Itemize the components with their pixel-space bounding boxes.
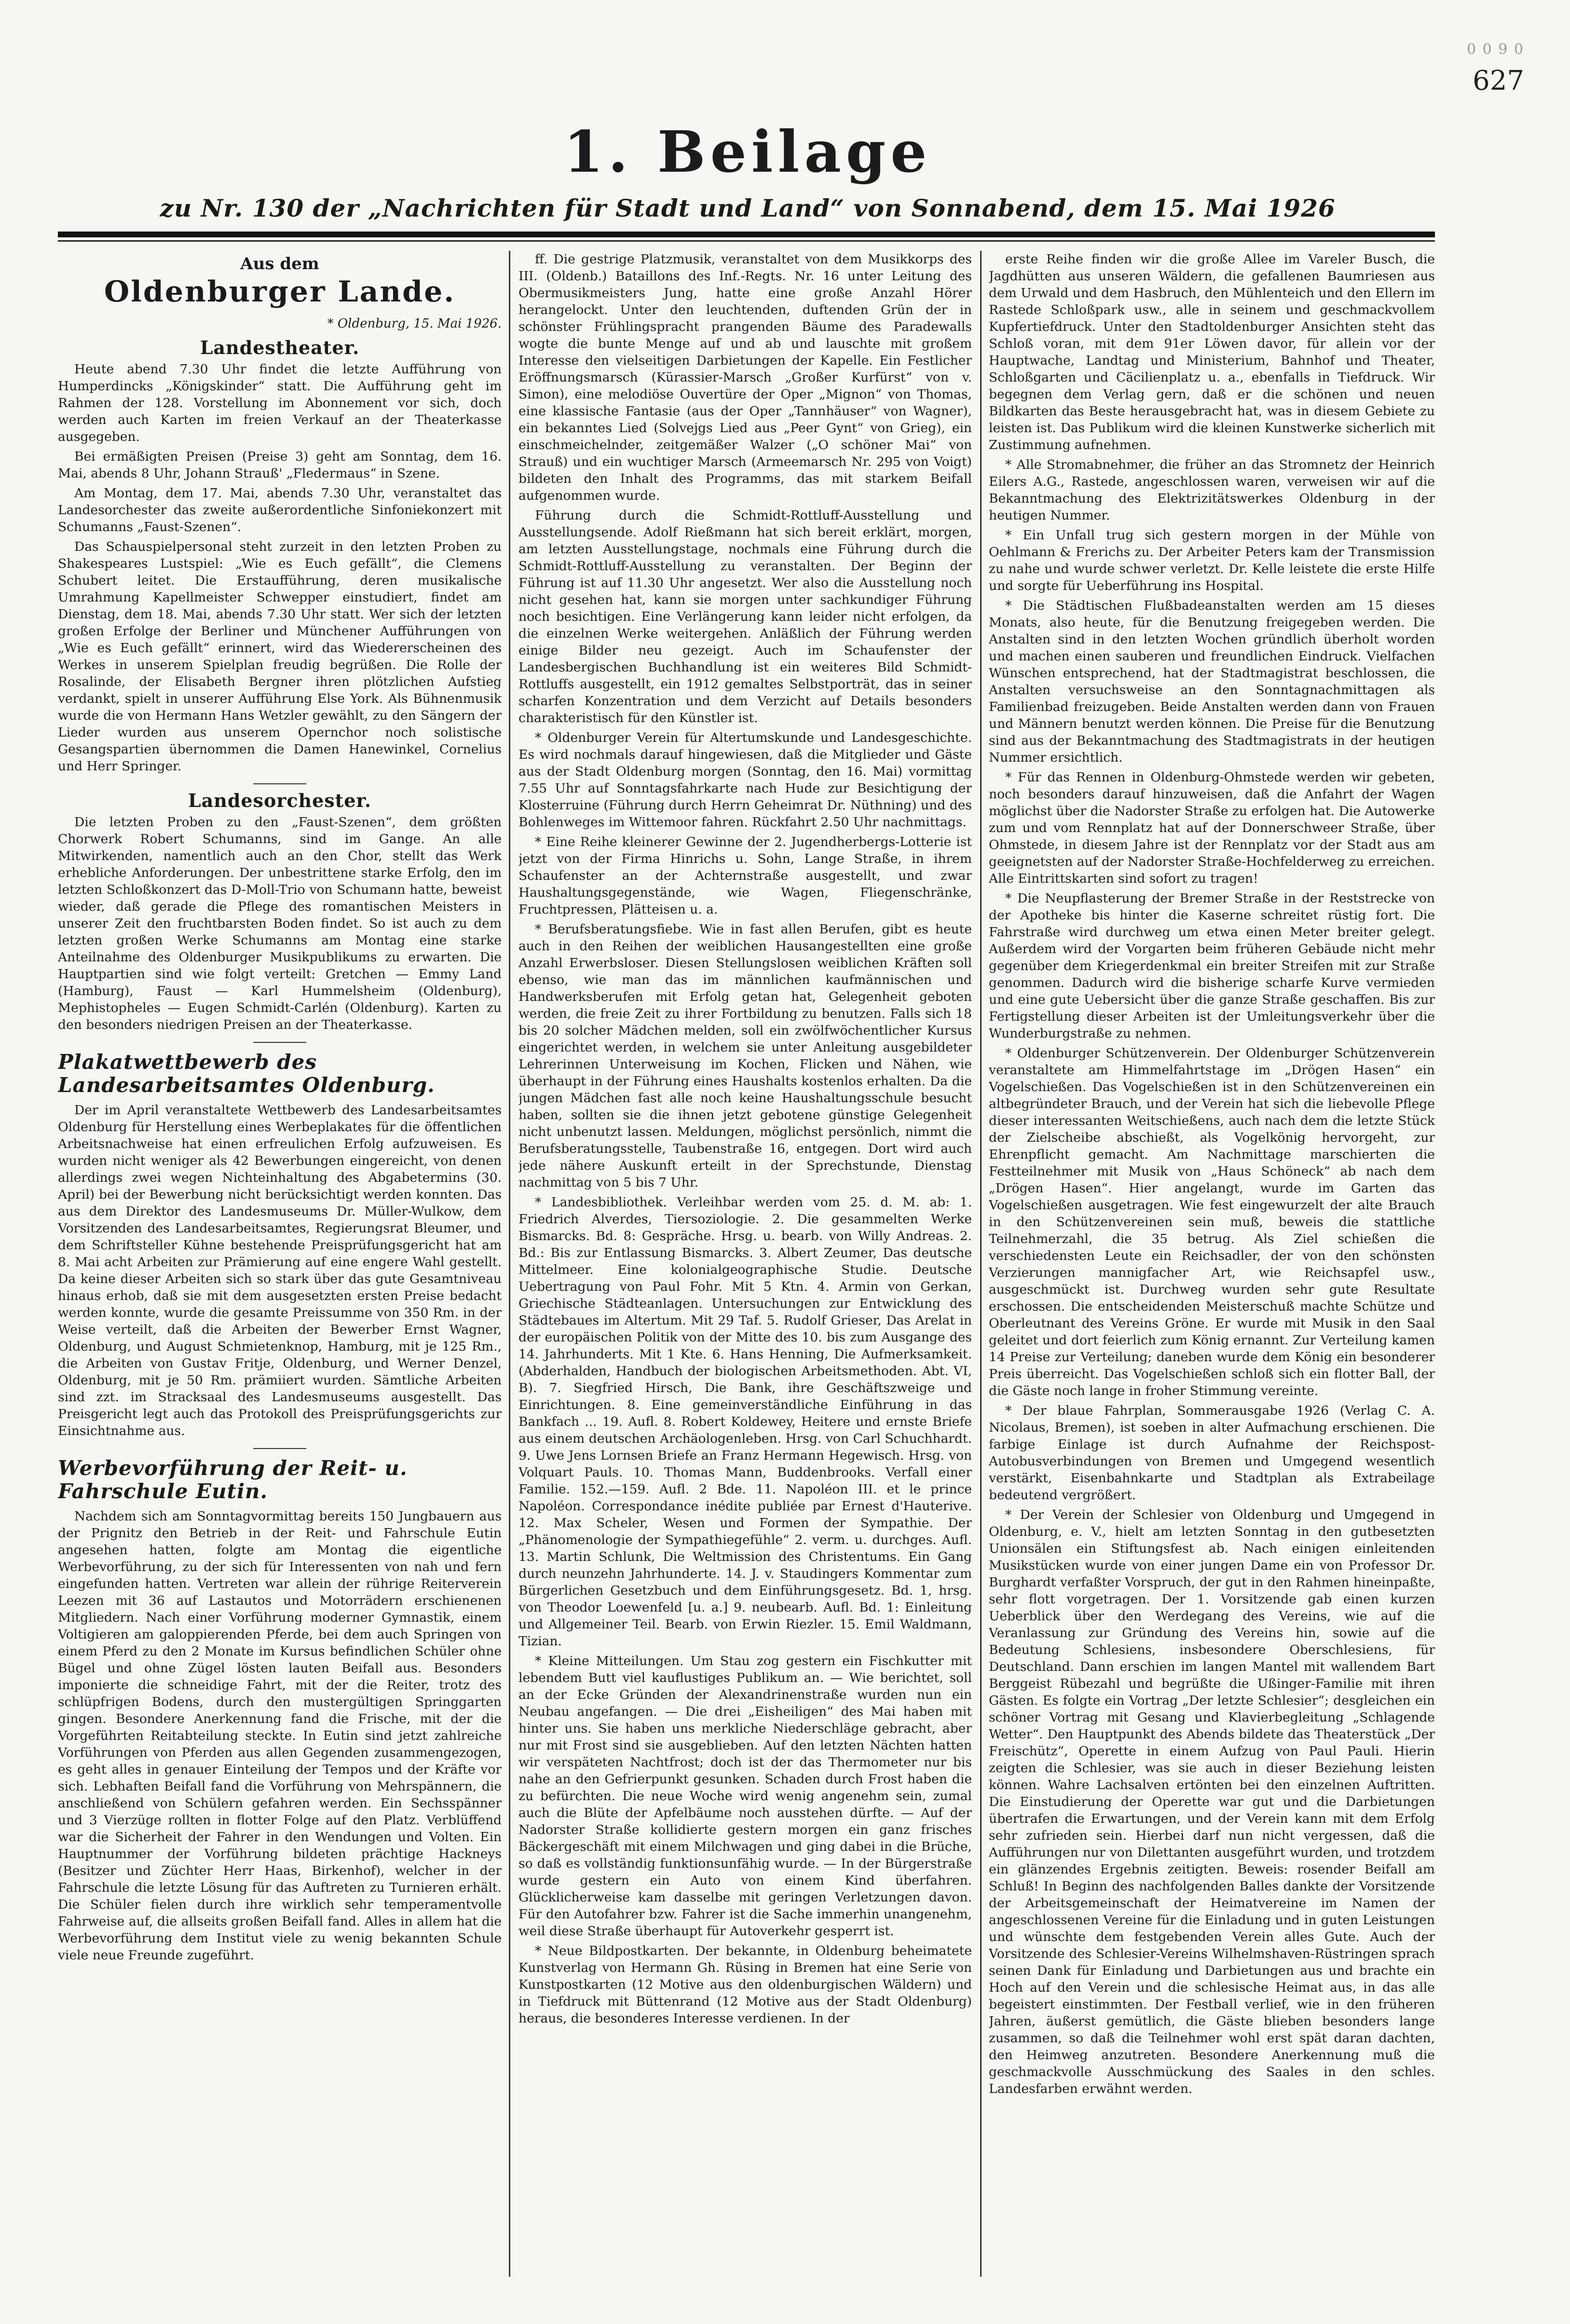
paragraph-berufsberatung: * Berufsberatungsfiebe. Wie in fast allen Berufen, gibt es heute auch in den Reihen der weiblichen Hausangestellten eine große Anzahl Erwerbsloser. Diesen Stellungslosen weiblichen Kräften soll ebenso, wie man das im männlichen kaufmännischen und Handwerksberufen mit Erfolg getan hat, Gelegenheit geboten werden, die freie Zeit zu ihrer Fortbildung zu benutzen. Falls sich 18 bis 20 solcher Mädchen melden, soll ein zwölfwöchentlicher Kursus eingerichtet werden, in welchem sie unter Anleitung ausgebildeter Lehrerinnen Unterweisung im Kochen, Flicken und Nähen, wie überhaupt in der Führung eines Haushalts kostenlos erhalten. Da die jungen Mädchen fast alle noch keine Haushaltungsschule besucht haben, sollten sie die ihnen jetzt gebotene günstige Gelegenheit nicht unbenutzt lassen. Meldungen, möglichst persönlich, nimmt die Berufsberatungsstelle, Taubenstraße 16, entgegen. Dort wird auch jede nähere Auskunft erteilt in der Sprechstunde, Dienstag nachmittag von 5 bis 7 Uhr. [519, 922, 972, 1190]
column-left [58, 251, 502, 2277]
paragraph: Nachdem sich am Sonntagvormittag bereits 150 Jungbauern aus der Prignitz den Betrieb in der Reit- und Fahrschule Eutin angesehen hatten, folgte am Montag die eigentliche Werbevorführung, zu der sich für Interessenten von nah und fern eingefunden hatten. Vertreten war allein der rührige Reiterverein Leezen mit 36 auf Lastautos und Motorrädern erschienenen Mitgliedern. Nach einer Vorführung moderner Gymnastik, einem Voltigieren am galoppierenden Pferde, bei dem auch Springen von einem Pferd zu den 2 Monate im Kursus befindlichen Schüler ohne Bügel und ohne Zügel lösten lauten Beifall aus. Besonders imponierte die schneidige Fahrt, mit der die Reiter, trotz des schlüpfrigen Bodens, durch den mustergültigen Springgarten gingen. Besondere Anerkennung fand die Frische, mit der die Vorgeführten Reitabteilung steckte. In Eutin sind jetzt zahlreiche Vorführungen von Pferden aus allen Gegenden zusammengezogen, es geht alles in genauer Einteilung der Tempos und der Kräfte vor sich. Lebhaften Beifall fand die Vorführung von Mehrspännern, die anschließend von Schülern gefahren werden. Ein Sechsspänner und 3 Vierzüge rollten in flotter Folge auf den Platz. Verblüffend war die Sicherheit der Fahrer in den Wendungen und Volten. Ein Hauptnummer der Vorführung bildeten prächtige Hackneys (Besitzer und Züchter Herr Haas, Birkenhof), welcher in der Fahrschule die letzte Lösung für das Auftreten zu Turnieren erhält. Die Schüler fielen durch ihre wirklich sehr temperamentvolle Fahrweise auf, die allseits großen Beifall fand. Alles in allem hat die Werbevorführung dem Institut viele zu wenig bekannten Schule viele neue Freunde zugeführt. [58, 1509, 502, 1963]
heading-plakatwettbewerb: Plakatwettbewerb des Landesarbeitsamtes Oldenburg. [58, 1050, 435, 1097]
paragraph-kleine-mitteilungen: * Kleine Mitteilungen. Um Stau zog gestern ein Fischkutter mit lebendem Butt viel kauflustiges Publikum an. — Wie berichtet, soll an der Ecke Gründen der Alexandrinenstraße wurden nun ein Neubau angefangen. — Die drei „Eisheiligen“ des Mai haben mit hinter uns. Sie haben uns merkliche Niederschläge gebracht, aber nur mit Frost sind sie ausgeblieben. Auf den letzten Nächten hatten wir verspäteten Nachtfrost; doch ist der das Thermometer nur bis nahe an den Gefrierpunkt gesunken. Schaden durch Frost haben die zu befürchten. Die neue Woche wird wenig angenehm sein, zumal auch die Blüte der Apfelbäume noch ausstehen dürfte. — Auf der Nadorster Straße kollidierte gestern morgen ein ganz frisches Bäckergeschäft mit einem Milchwagen und ging dabei in die Brüche, so daß es vollständig funktionsunfähig wurde. — In der Bürgerstraße wurde gestern ein Auto von einem Kind überfahren. Glücklicherweise kam dasselbe mit geringen Verletzungen davon. Für den Autofahrer bzw. Fahrer ist die Sache immerhin unangenehm, weil diese Straße überhaupt für Autoverkehr gesperrt ist. [519, 1654, 972, 1939]
paragraph: Die letzten Proben zu den „Faust-Szenen“, dem größten Chorwerk Robert Schumanns, sind im Gange. An alle Mitwirkenden, namentlich auch an den Chor, stellt das Werk erhebliche Anforderungen. Der unbestrittene starke Erfolg, den im letzten Schloßkonzert das D-Moll-Trio von Schumann hatte, beweist wieder, daß gerade die Pflege des romantischen Meisters in unserer Zeit den fruchtbarsten Boden findet. So ist auch zu dem letzten großen Werke Schumanns am Montag eine starke Anteilnahme des Oldenburger Musikpublikums zu erwarten. Die Hauptpartien sind wie folgt verteilt: Gretchen — Emmy Land (Hamburg), Faust — Karl Hummelsheim (Oldenburg), Mephistopheles — Eugen Schmidt-Carlén (Oldenburg). Karten zu den besonders niedrigen Preisen an der Theaterkasse. [58, 815, 502, 1032]
paragraph-bildkarten: erste Reihe finden wir die große Allee im Vareler Busch, die Jagdhütten aus unseren Wäldern, die gefallenen Baumriesen aus dem Urwald und dem Hasbruch, den Mühlenteich und den Ellern im Rastede Schloßpark usw., alle in seinem und geschmackvollem Kupfertiefdruck. Unter den Stadtoldenburger Ansichten steht das Schloß voran, mit dem 91er Löwen davor, für allein vor der Hauptwache, Landtag und Ministerium, Bahnhof und Theater, Schloßgarten und Cäcilienplatz u. a., ebenfalls in Tiefdruck. Wir begegnen dem Verlag gern, daß er die schönen und neuen Bildkarten das Beste herausgebracht hat, was in diesem Gebiete zu leisten ist. Das Publikum wird die kleinen Kunstwerke sicherlich mit Zustimmung aufnehmen. [989, 252, 1435, 452]
paragraph-schuetzenverein: * Oldenburger Schützenverein. Der Oldenburger Schützenverein veranstaltete am Himmelfahrtstage im „Drögen Hasen“ ein Vogelschießen. Das Vogelschießen ist in den Schützenvereinen ein altbegründeter Brauch, und der Verein hat sich die liebevolle Pflege dieser interessanten Weitschießens, auch nach dem die letzte Stück der Zielscheibe abschießt, als Vogelkönig hervorgeht, zur Ehrenpflicht gemacht. Am Nachmittage marschierten die Festteilnehmer mit Musik von „Haus Schöneck“ ab nach dem „Drögen Hasen“. Hier angelangt, wurde im Garten das Vogelschießen ausgetragen. Wie fest eingewurzelt der alte Brauch in den Schützenvereinen sein muß, beweis die stattliche Teilnehmerzahl, die 35 betrug. Als Ziel schießen die verschiedensten Leute ein Reichsadler, der von den schönsten Verzierungen mannigfacher Art, wie Reichsapfel usw., ausgeschmückt ist. Durchweg wurden sehr gute Resultate erschossen. Die entscheidenden Meisterschuß machte Schütze und Oberleutnant des Vereins Gröne. Er wurde mit Musik in den Saal geleitet und dort feierlich zum König ernannt. Zur Verteilung kamen 14 Preise zur Verteilung; daneben wurde dem König ein besonderer Preis überreicht. Das Vogelschießen schloß sich ein flotter Ball, der die Gäste noch lange in froher Stimmung vereinte. [989, 1046, 1435, 1398]
supplement-subtitle: zu Nr. 130 der „Nachrichten für Stadt und Land“ von Sonnabend, dem 15. Mai 1926 [160, 193, 1336, 222]
masthead-rule-thick [58, 232, 1435, 237]
section-kicker: Aus dem [240, 254, 319, 273]
column-middle [519, 251, 972, 2277]
paragraph-jugendherberg-lotterie: * Eine Reihe kleinerer Gewinne der 2. Jugendherbergs-Lotterie ist jetzt von der Firma Hinrichs u. Sohn, Lange Straße, in ihrem Schaufenster an der Achternstraße ausgestellt, und zwar Haushaltungsgegenstände, wie Wagen, Fliegenschränke, Fruchtpressen, Plätteisen u. a. [519, 834, 972, 917]
column-divider [509, 251, 510, 2277]
paragraph-bildpostkarten: * Neue Bildpostkarten. Der bekannte, in Oldenburg beheimatete Kunstverlag von Hermann Gh. Rüsing in Bremen hat eine Serie von Kunstpostkarten (12 Motive aus den oldenburgischen Wäldern) und in Tiefdruck mit Büttenrand (12 Motive aus der Stadt Oldenburg) heraus, die besonderes Interesse verdienen. In der [519, 1943, 972, 2026]
archive-stamp: 0 0 9 0 [1467, 41, 1524, 58]
column-divider [980, 251, 982, 2277]
paragraph-stromabnehmer: * Alle Stromabnehmer, die früher an das Stromnetz der Heinrich Eilers A.G., Rastede, angeschlossen waren, verweisen wir auf die Bekanntmachung des Elektrizitätswerkes Oldenburg in der heutigen Nummer. [989, 457, 1435, 523]
paragraph-rennen: * Für das Rennen in Oldenburg-Ohmstede werden wir gebeten, noch besonders darauf hinzuweisen, daß die Anfahrt der Wagen möglichst über die Nadorster Straße zu erfolgen hat. Die Autowerke zum und vom Rennplatz hat auf der Donnerschweer Straße, über Ohmstede, in diesem Jahre ist der Rennplatz vor der Stadt aus am geeignetsten auf der Nadorster Straße-Hochfelderweg zu erreichen. Alle Eintrittskarten sind sofort zu tragen! [989, 770, 1435, 886]
divider [253, 1042, 306, 1043]
heading-landesorchester: Landesorchester. [188, 790, 372, 811]
paragraph: Bei ermäßigten Preisen (Preise 3) geht am Sonntag, dem 16. Mai, abends 8 Uhr, Johann Strauß' „Fledermaus“ in Szene. [58, 449, 502, 481]
paragraph: Heute abend 7.30 Uhr findet die letzte Aufführung von Humperdincks „Königskinder“ statt. Die Aufführung geht im Rahmen der 128. Vorstellung im Abonnement vor sich, doch werden auch Karten im freien Verkauf an der Theaterkasse ausgegeben. [58, 362, 502, 444]
section-title: Oldenburger Lande. [104, 275, 456, 309]
page-number: 627 [1473, 65, 1524, 96]
paragraph: Am Montag, dem 17. Mai, abends 7.30 Uhr, veranstaltet das Landesorchester das zweite außerordentliche Sinfoniekonzert mit Schumanns „Faust-Szenen“. [58, 486, 502, 534]
dateline: * Oldenburg, 15. Mai 1926. [327, 316, 502, 331]
supplement-title: 1. Beilage [563, 118, 932, 185]
paragraph-altertumskunde: * Oldenburger Verein für Altertumskunde und Landesgeschichte. Es wird nochmals darauf hingewiesen, daß die Mitglieder und Gäste aus der Stadt Oldenburg morgen (Sonntag, den 16. Mai) vormittag 7.55 Uhr auf Sonntagsfahrkarte nach Hude zur Besichtigung der Klosterruine (Führung durch Herrn Geheimrat Dr. Nüthning) und des Bohlenweges im Wittemoor fahren. Rückfahrt 2.50 Uhr nachmittags. [519, 730, 972, 830]
paragraph-schlesier-verein: * Der Verein der Schlesier von Oldenburg und Umgegend in Oldenburg, e. V., hielt am letzten Sonntag in den gutbesetzten Unionsälen ein Stiftungsfest ab. Nach einigen einleitenden Musikstücken wurde von einer jungen Dame ein von Professor Dr. Burghardt verfaßter Vorspruch, der gut in den Rahmen hineinpaßte, sehr flott vorgetragen. Der 1. Vorsitzende gab einen kurzen Ueberblick über den Werdegang des Vereins, wie auf die Veranlassung zur Gründung des Vereins hin, sowie auf die Bedeutung Schlesiens, insbesondere Oberschlesiens, für Deutschland. Dann erschien im langen Mantel mit wallendem Bart Berggeist Rübezahl und begrüßte die Ußinger-Familie mit ihren Gästen. Es folgte ein Vortrag „Der letzte Schlesier“; desgleichen ein schöner Vortrag mit Gesang und Klavierbegleitung „Schlagende Wetter“. Den Hauptpunkt des Abends bildete das Theaterstück „Der Freischütz“, Operette in einem Aufzug von Paul Pauli. Hierin zeigten die Schlesier, was sie auch in dieser Beziehung leisten können. Wahre Lachsalven ertönten bei den einzelnen Auftritten. Die Einstudierung der Operette war gut und die Darbietungen übertrafen die Erwartungen, und der Verein kann mit dem Erfolg sehr zufrieden sein. Hierbei darf nun nicht vergessen, daß die Aufführungen nur von Dilettanten ausgeführt wurden, und trotzdem ein glänzendes Ergebnis zeitigten. Beweis: rosender Beifall am Schluß! In Beginn des nachfolgenden Balles dankte der Vorsitzende der Arbeitsgemeinschaft der Heimatvereine im Namen der angeschlossenen Vereine für die Einladung und in guten Leistungen und wünschte dem festgebenden Verein alles Gute. Auch der Vorsitzende des Schlesier-Vereins Wilhelmshaven-Rüstringen sprach seinen Dank für Einladung und Darbietungen aus und brachte ein Hoch auf den Verein und die schlesische Heimat aus, in das alle begeistert einstimmten. Der Festball verlief, wie in den früheren Jahren, äußerst gemütlich, die Gäste blieben besonders lange zusammen, so daß die Teilnehmer wohl erst spät daran dachten, den Heimweg anzutreten. Besondere Anerkennung muß die geschmackvolle Ausschmückung des Saales in den schles. Landesfarben erwähnt werden. [989, 1507, 1435, 2096]
paragraph: Das Schauspielpersonal steht zurzeit in den letzten Proben zu Shakespeares Lustspiel: „Wie es Euch gefällt“, die Clemens Schubert leitet. Die Erstaufführung, deren musikalische Umrahmung Kapellmeister Schwepper einstudiert, findet am Dienstag, dem 18. Mai, abends 7.30 Uhr statt. Wer sich der letzten großen Erfolge der Berliner und Münchener Aufführungen von „Wie es Euch gefällt“ erinnert, wird das Wiedererscheinen des Werkes in unserem Spielplan freudig begrüßen. Die Rolle der Rosalinde, der Elisabeth Bergner ihren plötzlichen Aufstieg verdankt, spielt in unserer Aufführung Else York. Als Bühnenmusik wurde die von Hermann Hans Wetzler gewählt, zu den Sängern der Lieder wurden aus unserem Opernchor noch solistische Gesangspartien übernommen die Damen Hanewinkel, Cornelius und Herr Springer. [58, 539, 502, 774]
paragraph-platzmusik: ff. Die gestrige Platzmusik, veranstaltet von dem Musikkorps des III. (Oldenb.) Bataillons des Inf.-Regts. Nr. 16 unter Leitung des Obermusikmeisters Jung, hatte eine große Anzahl Hörer herangelockt. Unter den leuchtenden, duftenden Grün der in schönster Frühlingspracht prangenden Bäume des Paradewalls wogte die bunte Menge auf und ab und lauschte mit großem Interesse den vielseitigen Darbietungen der Kapelle. Ein Festlicher Eröffnungsmarsch (Kürassier-Marsch „Großer Kurfürst“ von v. Simon), eine melodiöse Ouvertüre der Oper „Mignon“ von Thomas, eine klassische Fantasie (aus der Oper „Tannhäuser“ von Wagner), ein bekanntes Lied (Solvejgs Lied aus „Peer Gynt“ von Grieg), ein einschmeichelnder, zeitgemäßer Walzer („O schöner Mai“ von Strauß) und ein wuchtiger Marsch (Armeemarsch Nr. 295 von Voigt) bildeten den Inhalt des Programms, das mit starkem Beifall aufgenommen wurde. [519, 252, 972, 503]
paragraph: Der im April veranstaltete Wettbewerb des Landesarbeitsamtes Oldenburg für Herstellung eines Werbeplakates für die öffentlichen Arbeitsnachweise hat einen erfreulichen Erfolg aufzuweisen. Es wurden nicht weniger als 42 Bewerbungen eingereicht, von denen allerdings zwei wegen Nichteinhaltung des Abgabetermins (30. April) bei der Bewerbung nicht berücksichtigt werden konnten. Das aus dem Direktor des Landesmuseums Dr. Müller-Wulkow, dem Vorsitzenden des Landesarbeitsamtes, Regierungsrat Bleumer, und dem Schriftsteller Kühne bestehende Preisprüfungsgericht hat am 8. Mai acht Arbeiten zur Prämierung auf eine engere Wahl gestellt. Da keine dieser Arbeiten sich so stark über das gute Gesamtniveau hinaus erhob, daß sie mit dem ausgesetzten ersten Preise bedacht werden konnte, wurde die gesamte Preissumme von 350 Rm. in der Weise verteilt, daß die Arbeiten der Bewerber Ernst Wagner, Oldenburg, und August Schmietenknop, Hamburg, mit je 125 Rm., die Arbeiten von Gustav Fritje, Oldenburg, und Werner Denzel, Oldenburg, mit je 50 Rm. prämiiert wurden. Sämtliche Arbeiten sind zzt. im Stracksaal des Landesmuseums ausgestellt. Das Preisgericht legt auch das Protokoll des Preisprüfungsgerichts zur Einsichtnahme aus. [58, 1103, 502, 1438]
article-columns [58, 251, 1435, 2282]
paragraph-flussbadeanstalten: * Die Städtischen Flußbadeanstalten werden am 15 dieses Monats, also heute, für die Benutzung freigegeben werden. Die Anstalten sind in den letzten Wochen gründlich überholt worden und machen einen sauberen und freundlichen Eindruck. Vielfachen Wünschen entsprechend, hat der Stadtmagistrat beschlossen, die Anstalten versuchsweise an den Sonntagnachmittagen als Familienbad freizugeben. Beide Anstalten werden dann von Frauen und Männern benutzt werden können. Die Preise für die Benutzung sind aus der Bekanntmachung des Stadtmagistrats in der heutigen Nummer ersichtlich. [989, 598, 1435, 765]
heading-reit-fahrschule: Werbevorführung der Reit- u. Fahrschule Eutin. [58, 1456, 408, 1503]
paragraph-landesbibliothek: * Landesbibliothek. Verleihbar werden vom 25. d. M. ab: 1. Friedrich Alverdes, Tiersoziologie. 2. Die gesammelten Werke Bismarcks. Bd. 8: Gespräche. Hrsg. u. bearb. von Willy Andreas. 2. Bd.: Bis zur Entlassung Bismarcks. 3. Albert Zeumer, Das deutsche Mittelmeer. Eine kolonialgeographische Studie. Deutsche Uebertragung von Paul Fohr. Mit 5 Ktn. 4. Armin von Gerkan, Griechische Städteanlagen. Untersuchungen zur Entwicklung des Städtebaues im Altertum. Mit 29 Taf. 5. Rudolf Grieser, Das Arelat in der europäischen Politik von der Mitte des 10. bis zum Ausgange des 14. Jahrhunderts. Mit 1 Kte. 6. Hans Henning, Die Aufmerksamkeit. (Abderhalden, Handbuch der biologischen Arbeitsmethoden. Abt. VI, B). 7. Siegfried Hirsch, Die Bank, ihre Geschäftszweige und Einrichtungen. 8. Eine gemeinverständliche Einführung in das Bankfach ... 19. Aufl. 8. Robert Koldewey, Heitere und ernste Briefe aus einem deutschen Archäologenleben. Hrsg. von Carl Schuchhardt. 9. Uwe Jens Lornsen Briefe an Franz Hermann Hegewisch. Hrsg. von Volquart Pauls. 10. Thomas Mann, Buddenbrooks. Verfall einer Familie. 152.—159. Aufl. 2 Bde. 11. Napoléon III. et le prince Napoléon. Correspondance inédite publiée par Ernest d'Hauterive. 12. Max Scheler, Wesen und Formen der Sympathie. Der „Phänomenologie der Sympathiegefühle“ 2. verm. u. durchges. Aufl. 13. Martin Schlunk, Die Weltmission des Christentums. Ein Gang durch neunzehn Jahrhunderte. 14. J. v. Staudingers Kommentar zum Bürgerlichen Gesetzbuch und dem Einführungsgesetz. Bd. 1, hrsg. von Theodor Loewenfeld [u. a.] 9. neubearb. Aufl. Bd. 1: Einleitung und Allgemeiner Teil. Bearb. von Erwin Riezler. 15. Emil Waldmann, Tizian. [519, 1195, 972, 1649]
divider [253, 783, 306, 784]
paragraph-unfall: * Ein Unfall trug sich gestern morgen in der Mühle von Oehlmann & Frerichs zu. Der Arbeiter Peters kam der Transmission zu nahe und wurde schwer verletzt. Dr. Kelle leistete die erste Hilfe und sorgte für Ueberführung ins Hospital. [989, 528, 1435, 593]
column-right [989, 251, 1435, 2277]
heading-landestheater: Landestheater. [200, 337, 360, 358]
paragraph-fahrplan: * Der blaue Fahrplan, Sommerausgabe 1926 (Verlag C. A. Nicolaus, Bremen), ist soeben in alter Aufmachung erschienen. Die farbige Einlage ist durch Aufnahme der Reichspost-Autobusverbindungen von Bremen und Umgegend wesentlich verstärkt, Eisenbahnkarte und Stadtplan als Extrabeilage bedeutend vergrößert. [989, 1403, 1435, 1503]
paragraph-neupflasterung: * Die Neupflasterung der Bremer Straße in der Reststrecke von der Apotheke bis hinter die Kaserne schreitet rüstig fort. Die Fahrstraße wird durchweg um etwa einen Meter breiter gelegt. Außerdem wird der Vorgarten beim früheren Gebäude nicht mehr gegenüber dem Kriegerdenkmal ein breiter Streifen mit zur Straße genommen. Dadurch wird die bisherige scharfe Kurve vermieden und eine gute Uebersicht über die ganze Straße geschaffen. Bis zur Fertigstellung dieser Arbeiten ist der Umleitungsverkehr über die Wunderburgstraße zu nehmen. [989, 891, 1435, 1041]
masthead [58, 118, 1437, 222]
paragraph-schmidt-rottluff: Führung durch die Schmidt-Rottluff-Ausstellung und Ausstellungsende. Adolf Rießmann hat sich bereit erklärt, morgen, am letzten Ausstellungstage, nochmals eine Führung durch die Schmidt-Rottluff-Ausstellung zu veranstalten. Der Beginn der Führung ist auf 11.30 Uhr angesetzt. Wer also die Ausstellung noch nicht gesehen hat, kann sie morgen unter sachkundiger Führung noch besichtigen. Eine Verlängerung kann leider nicht erfolgen, da die einzelnen Werke weitergehen. Anläßlich der Führung werden einige Bilder neu gezeigt. Auch im Schaufenster der Landesbergischen Buchhandlung ist ein weiteres Bild Schmidt-Rottluffs ausgestellt, ein 1912 gemaltes Selbstporträt, das in seiner scharfen Konzentration und dem Verzicht auf Details besonders charakteristisch für den Künstler ist. [519, 508, 972, 725]
divider [253, 1448, 306, 1449]
masthead-rule-thin [58, 240, 1435, 242]
